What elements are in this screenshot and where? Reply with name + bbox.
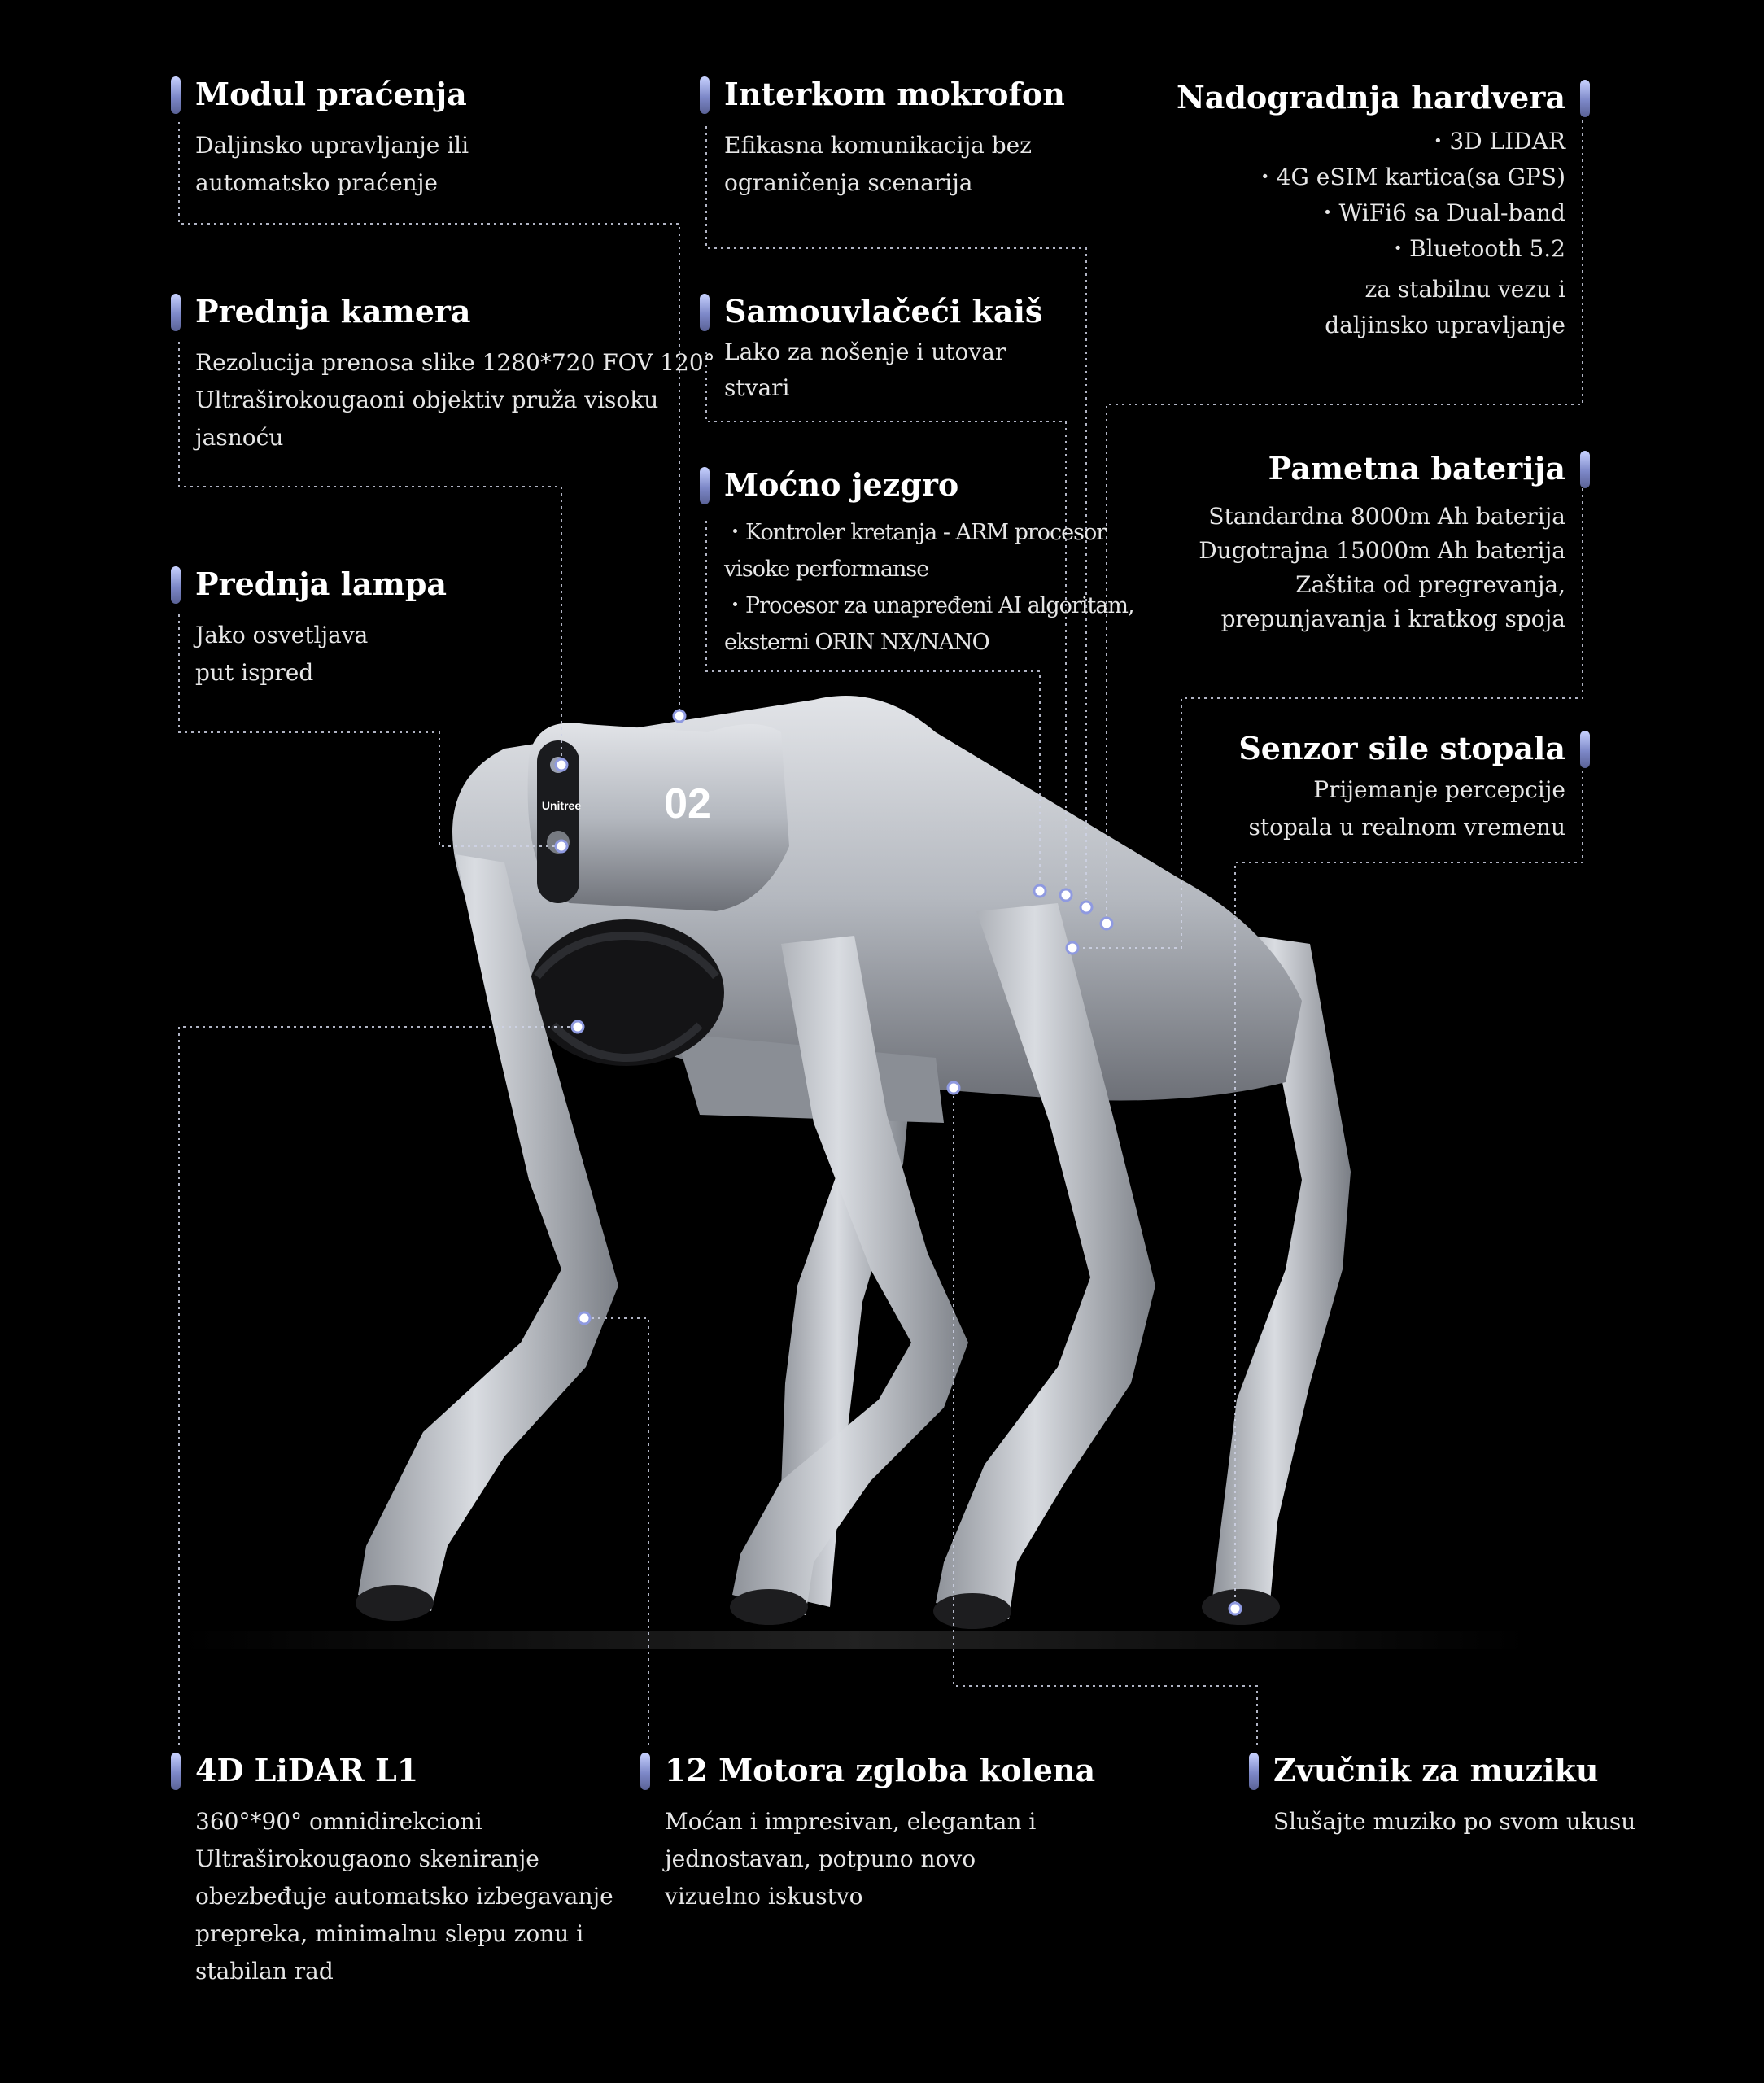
- callout-smart-battery: [1199, 446, 1590, 636]
- callout-title: Prednja lampa: [195, 566, 448, 602]
- callout-description: Efikasna komunikacija bez ograničenja scenarija: [724, 132, 1032, 196]
- callout-description: Prijemanje percepcije stopala u realnom vremenu: [1248, 776, 1565, 841]
- callout-front-camera: [171, 289, 715, 456]
- callout-title: Nadogradnja hardvera: [1176, 79, 1565, 116]
- callout-intercom: [700, 72, 1065, 202]
- accent-bar: [1580, 731, 1590, 768]
- callout-description: Daljinsko upravljanje ili automatsko praćenje: [195, 132, 469, 196]
- callout-knee-motors: [640, 1748, 1095, 1915]
- callout-description: Lako za nošenje i utovar stvari: [724, 338, 1006, 401]
- callout-description: 360°*90° omnidirekcioni Ultraširokougaono skeniranje obezbeđuje automatsko izbegavanje prepreka, minimalnu slepu zonu i stabilan rad: [195, 1808, 613, 1985]
- accent-bar: [1580, 80, 1590, 117]
- callout-retractable-strap: [700, 289, 1042, 406]
- callout-title: Interkom mokrofon: [724, 76, 1065, 112]
- accent-bar: [700, 294, 710, 331]
- accent-bar: [171, 1753, 181, 1790]
- callout-title: Moćno jezgro: [724, 466, 959, 503]
- robot-number: 02: [664, 780, 711, 828]
- accent-bar: [700, 467, 710, 504]
- callout-title: Senzor sile stopala: [1238, 730, 1565, 766]
- accent-bar: [171, 566, 181, 604]
- accent-bar: [1580, 451, 1590, 488]
- callout-title: 12 Motora zgloba kolena: [665, 1752, 1096, 1788]
- callout-music-speaker: [1249, 1748, 1635, 1841]
- callout-description: ・Kontroler kretanja - ARM procesor visoke performanse ・Procesor za unapređeni AI algoritam, eksterni ORIN NX/NANO: [724, 520, 1134, 655]
- callout-powerful-core: [700, 462, 1134, 661]
- callout-title: Modul praćenja: [195, 76, 467, 112]
- callout-description: Jako osvetljava put ispred: [195, 622, 369, 686]
- callout-description: Moćan i impresivan, elegantan i jednostavan, potpuno novo vizuelno iskustvo: [665, 1808, 1037, 1910]
- callout-title: Zvučnik za muziku: [1273, 1752, 1599, 1788]
- callout-hardware-upgrade: [1177, 75, 1590, 343]
- callout-title: Samouvlačeći kaiš: [724, 293, 1043, 330]
- accent-bar: [700, 76, 710, 114]
- callout-title: Pametna baterija: [1268, 450, 1565, 487]
- callout-4d-lidar: [171, 1748, 613, 1990]
- callout-foot-force-sensor: [1238, 726, 1590, 846]
- callout-description: ・3D LIDAR ・4G eSIM kartica(sa GPS) ・WiFi6 sa Dual-band ・Bluetooth 5.2 za stabilnu vezu i daljinsko upravljanje: [1253, 128, 1565, 338]
- accent-bar: [640, 1753, 650, 1790]
- brand-logo: Unitree: [541, 799, 582, 812]
- callout-title: 4D LiDAR L1: [195, 1752, 419, 1788]
- accent-bar: [171, 294, 181, 331]
- callout-description: Rezolucija prenosa slike 1280*720 FOV 120° Ultraširokougaoni objektiv pruža visoku jasnoću: [195, 349, 715, 451]
- callout-description: Slušajte muziko po svom ukusu: [1273, 1808, 1636, 1835]
- accent-bar: [1249, 1753, 1259, 1790]
- marker-dots: [556, 710, 1241, 1614]
- accent-bar: [171, 76, 181, 114]
- callout-description: Standardna 8000m Ah baterija Dugotrajna 15000m Ah baterija Zaštita od pregrevanja, prepunjavanja i kratkog spoja: [1199, 503, 1565, 632]
- callout-front-lamp: [171, 561, 447, 692]
- callout-title: Prednja kamera: [195, 293, 471, 330]
- callout-tracking-module: [171, 72, 469, 202]
